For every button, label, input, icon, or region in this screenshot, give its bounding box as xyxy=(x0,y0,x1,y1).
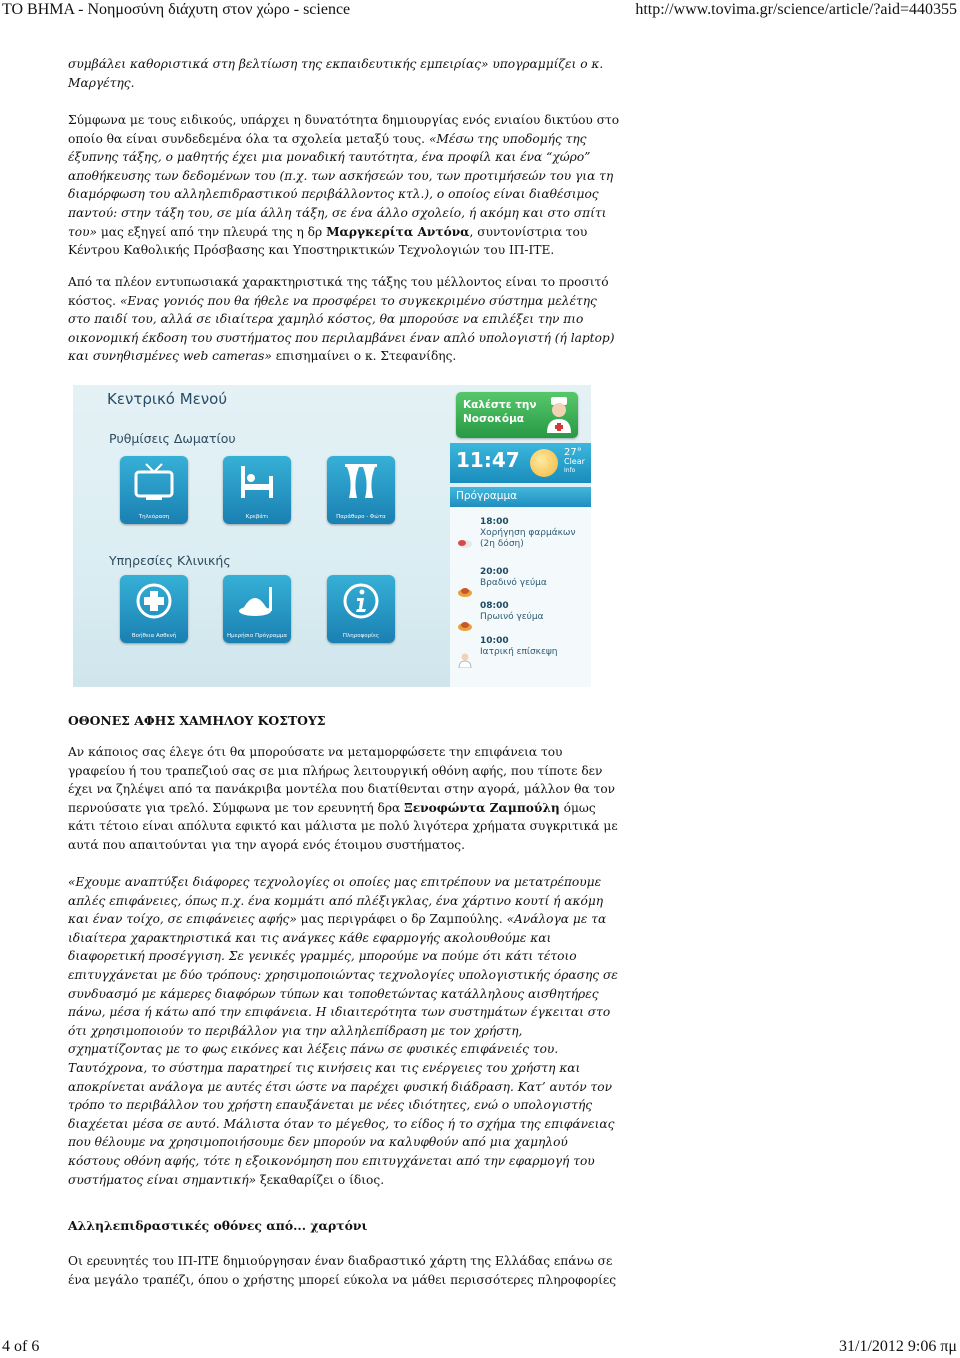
person-name: Μαργκερίτα Αντόνα xyxy=(326,224,470,239)
tile-window-lights[interactable]: Παράθυρο - Φώτα xyxy=(327,456,395,524)
clock: 11:47 xyxy=(456,448,520,472)
paragraph-2: Σύμφωνα με τους ειδικούς, υπάρχει η δυνατότητα δημιουργίας ενός ενιαίου δικτύου στο οποίο θα είναι συνδεδεμένα όλα τα σχολεία μεταξύ τους. «Μέσω της υποδομής της έξυπνης τάξης, ο μαθητής έχει μια μοναδική ταυτότητα, ένα προφίλ και ένα “χώρο” αποθήκευσης των δεδομένων του (π.χ. των ασκήσεών του, των προτιμήσεών του για τη διαμόρφωση του αλληλεπιδραστικού περιβάλλοντος κτλ.), ο οποίος είναι διαθέσιμος παντού: στην τάξη του, σε μία άλλη τάξη, σε ένα άλλο σχολείο, ή ακόμη και στο σπίτι του» μας εξηγεί από την πλευρά της η δρ Μαργκερίτα Αντόνα, συντονίστρια του Κέντρου Καθολικής Πρόσβασης και Υποστηρικτικών Τεχνολογιών του ΙΠ-ΙΤΕ. xyxy=(68,113,620,258)
event-item[interactable]: 10:00 Ιατρική επίσκεψη xyxy=(480,636,558,657)
main-menu-title: Κεντρικό Μενού xyxy=(107,390,228,408)
paragraph-1: συμβάλει καθοριστικά στη βελτίωση της εκπαιδευτικής εμπειρίας» υπογραμμίζει ο κ. Μαργέτης. xyxy=(68,57,604,90)
print-datetime: 31/1/2012 9:06 πμ xyxy=(839,1338,957,1355)
tv-icon xyxy=(132,462,176,502)
paragraph-4: Αν κάποιος σας έλεγε ότι θα μπορούσατε να μεταμορφώσετε την επιφάνεια του γραφείου ή του τραπεζιού σας σε μια πλήρως λειτουργική οθόνη αφής, που τίποτε δεν έχει να ζηλέψει από τα πανάκριβα μοντέλα που διατίθενται στην αγορά, μάλλον θα τον περνούσατε για τρελό. Σύμφωνα με τον ερευνητή δρα Ξενοφώντα Ζαμπούλη όμως κάτι τέτοιο είναι απόλυτα εφικτό και μάλιστα με πολύ λιγότερα χρήματα συγκριτικά με αυτά που απαιτούνται για την αγορά ενός έτοιμου συστήματος. xyxy=(68,745,618,852)
tile-tv[interactable]: Τηλεόραση xyxy=(120,456,188,524)
paragraph-6: Οι ερευνητές του ΙΠ-ΙΤΕ δημιούργησαν έναν διαδραστικό χάρτη της Ελλάδας επάνω σε ένα μεγάλο τραπέζι, όπου ο χρήστης μπορεί εύκολα να μάθει περισσότερες πληροφορίες xyxy=(68,1254,617,1287)
event-item[interactable]: 08:00 Πρωινό γεύμα xyxy=(480,601,544,622)
sun-icon xyxy=(530,449,558,477)
tile-patient-help[interactable]: Βοήθεια Ασθενή xyxy=(120,575,188,643)
event-item[interactable]: 18:00 Χορήγηση φαρμάκων (2η δόση) xyxy=(480,517,576,549)
paragraph-3: Από τα πλέον εντυπωσιακά χαρακτηριστικά της τάξης του μέλλοντος είναι το προσιτό κόστος. «Ενας γονιός που θα ήθελε να προσφέρει το συγκεκριμένο σύστημα μελέτης στο παιδί του, αλλά σε ιδιαίτερα χαμηλό κόστος, θα μπορούσε να επιλέξει την πιο οικονομική έκδοση του συστήματος που περιλαμβάνει έναν απλό υπολογιστή (ή laptop) και συνηθισμένες web cameras» επισημαίνει ο κ. Στεφανίδης. xyxy=(68,275,615,364)
section-title-touchscreens: ΟΘΟΝΕΣ ΑΦΗΣ ΧΑΜΗΛΟΥ ΚΟΣΤΟΥΣ xyxy=(68,713,326,728)
weather-info: 27° Clear Info xyxy=(564,447,585,474)
clock-weather xyxy=(450,443,591,483)
schedule-heading: Πρόγραμμα xyxy=(450,487,591,507)
app-screenshot xyxy=(73,385,591,687)
info-icon xyxy=(339,581,383,621)
meal-icon xyxy=(235,581,279,621)
event-item[interactable]: 20:00 Βραδινό γεύμα xyxy=(480,567,547,588)
schedule-panel xyxy=(450,487,591,687)
right-panel xyxy=(450,385,591,687)
print-footer xyxy=(0,1338,960,1358)
print-header xyxy=(0,0,960,22)
room-settings-heading: Ρυθμίσεις Δωματίου xyxy=(109,431,236,446)
window-icon xyxy=(339,462,383,502)
pill-icon xyxy=(457,535,473,551)
medical-cross-icon xyxy=(132,581,176,621)
bed-icon xyxy=(235,462,279,502)
page-url[interactable]: http://www.tovima.gr/science/article/?aid=440355 xyxy=(635,1,957,18)
person-name: Ξενοφώντα Ζαμπούλη xyxy=(404,800,560,815)
paragraph-5: «Εχουμε αναπτύξει διάφορες τεχνολογίες οι οποίες μας επιτρέπουν να μετατρέπουμε απλές επιφάνειες, όπως π.χ. ένα κομμάτι από πλέξιγκλας, ένα χάρτινο κουτί ή ακόμη και έναν τοίχο, σε επιφάνειες αφής» μας περιγράφει ο δρ Ζαμπούλης. «Ανάλογα με τα ιδιαίτερα χαρακτηριστικά και τις ανάγκες κάθε εφαρμογής ακολουθούμε και διαφορετική προσέγγιση. Σε γενικές γραμμές, μπορούμε να πούμε ότι κάτι τέτοιο επιτυγχάνεται με δύο τρόπους: χρησιμοποιώντας τεχνολογίες υπολογιστικής όρασης σε συνδυασμό με κάμερες διαφόρων τύπων και τοποθετώντας κατάλληλους αισθητήρες πάνω, μέσα ή κάτω από την επιφάνεια. Η ιδιαιτερότητα των συστημάτων έγκειται στο ότι χρησιμοποιούν το περιβάλλον για την αλληλεπίδραση με τον χρήστη, σχηματίζοντας με το φως εικόνες και λέξεις πάνω σε φυσικές επιφάνειές του. Ταυτόχρονα, το σύστημα παρατηρεί τις κινήσεις και τις ενέργειες του χρήστη και αποκρίνεται ανάλογα με αυτές έτσι ώστε να παρέχει φυσική διάδραση. Κατ’ αυτόν τον τρόπο το περιβάλλον του χρήστη επαυξάνεται με νέες ιδιότητες, ενώ ο υπολογιστής διαχέεται μέσα σε αυτό. Μάλιστα όταν το μέγεθος, το είδος ή το σχήμα της επιφάνειας που θέλουμε να χρησιμοποιήσουμε δεν μπορούν να καλυφθούν από μια χαμηλού κόστους οθόνη αφής, τότε η εξοικονόμηση που επιτυγχάνεται από την εφαρμογή του συστήματος είναι σημαντική» ξεκαθαρίζει ο ίδιος. xyxy=(68,875,618,1187)
tile-bed[interactable]: Κρεβάτι xyxy=(223,456,291,524)
call-nurse-button[interactable]: Καλέστε την Νοσοκόμα xyxy=(456,392,578,438)
nurse-icon xyxy=(544,395,574,435)
clinic-services-heading: Υπηρεσίες Κλινικής xyxy=(109,553,231,568)
page-title: ΤΟ ΒΗΜΑ - Νοημοσύνη διάχυτη στον χώρο - science xyxy=(2,1,351,18)
breakfast-icon xyxy=(457,617,473,633)
tile-daily-program[interactable]: Ημερήσιο Πρόγραμμα xyxy=(223,575,291,643)
doctor-icon xyxy=(457,652,473,668)
tile-information[interactable]: Πληροφορίες xyxy=(327,575,395,643)
page-number: 4 of 6 xyxy=(2,1338,40,1355)
dinner-icon xyxy=(457,583,473,599)
section-title-cardboard: Αλληλεπιδραστικές οθόνες από... χαρτόνι xyxy=(68,1218,368,1233)
